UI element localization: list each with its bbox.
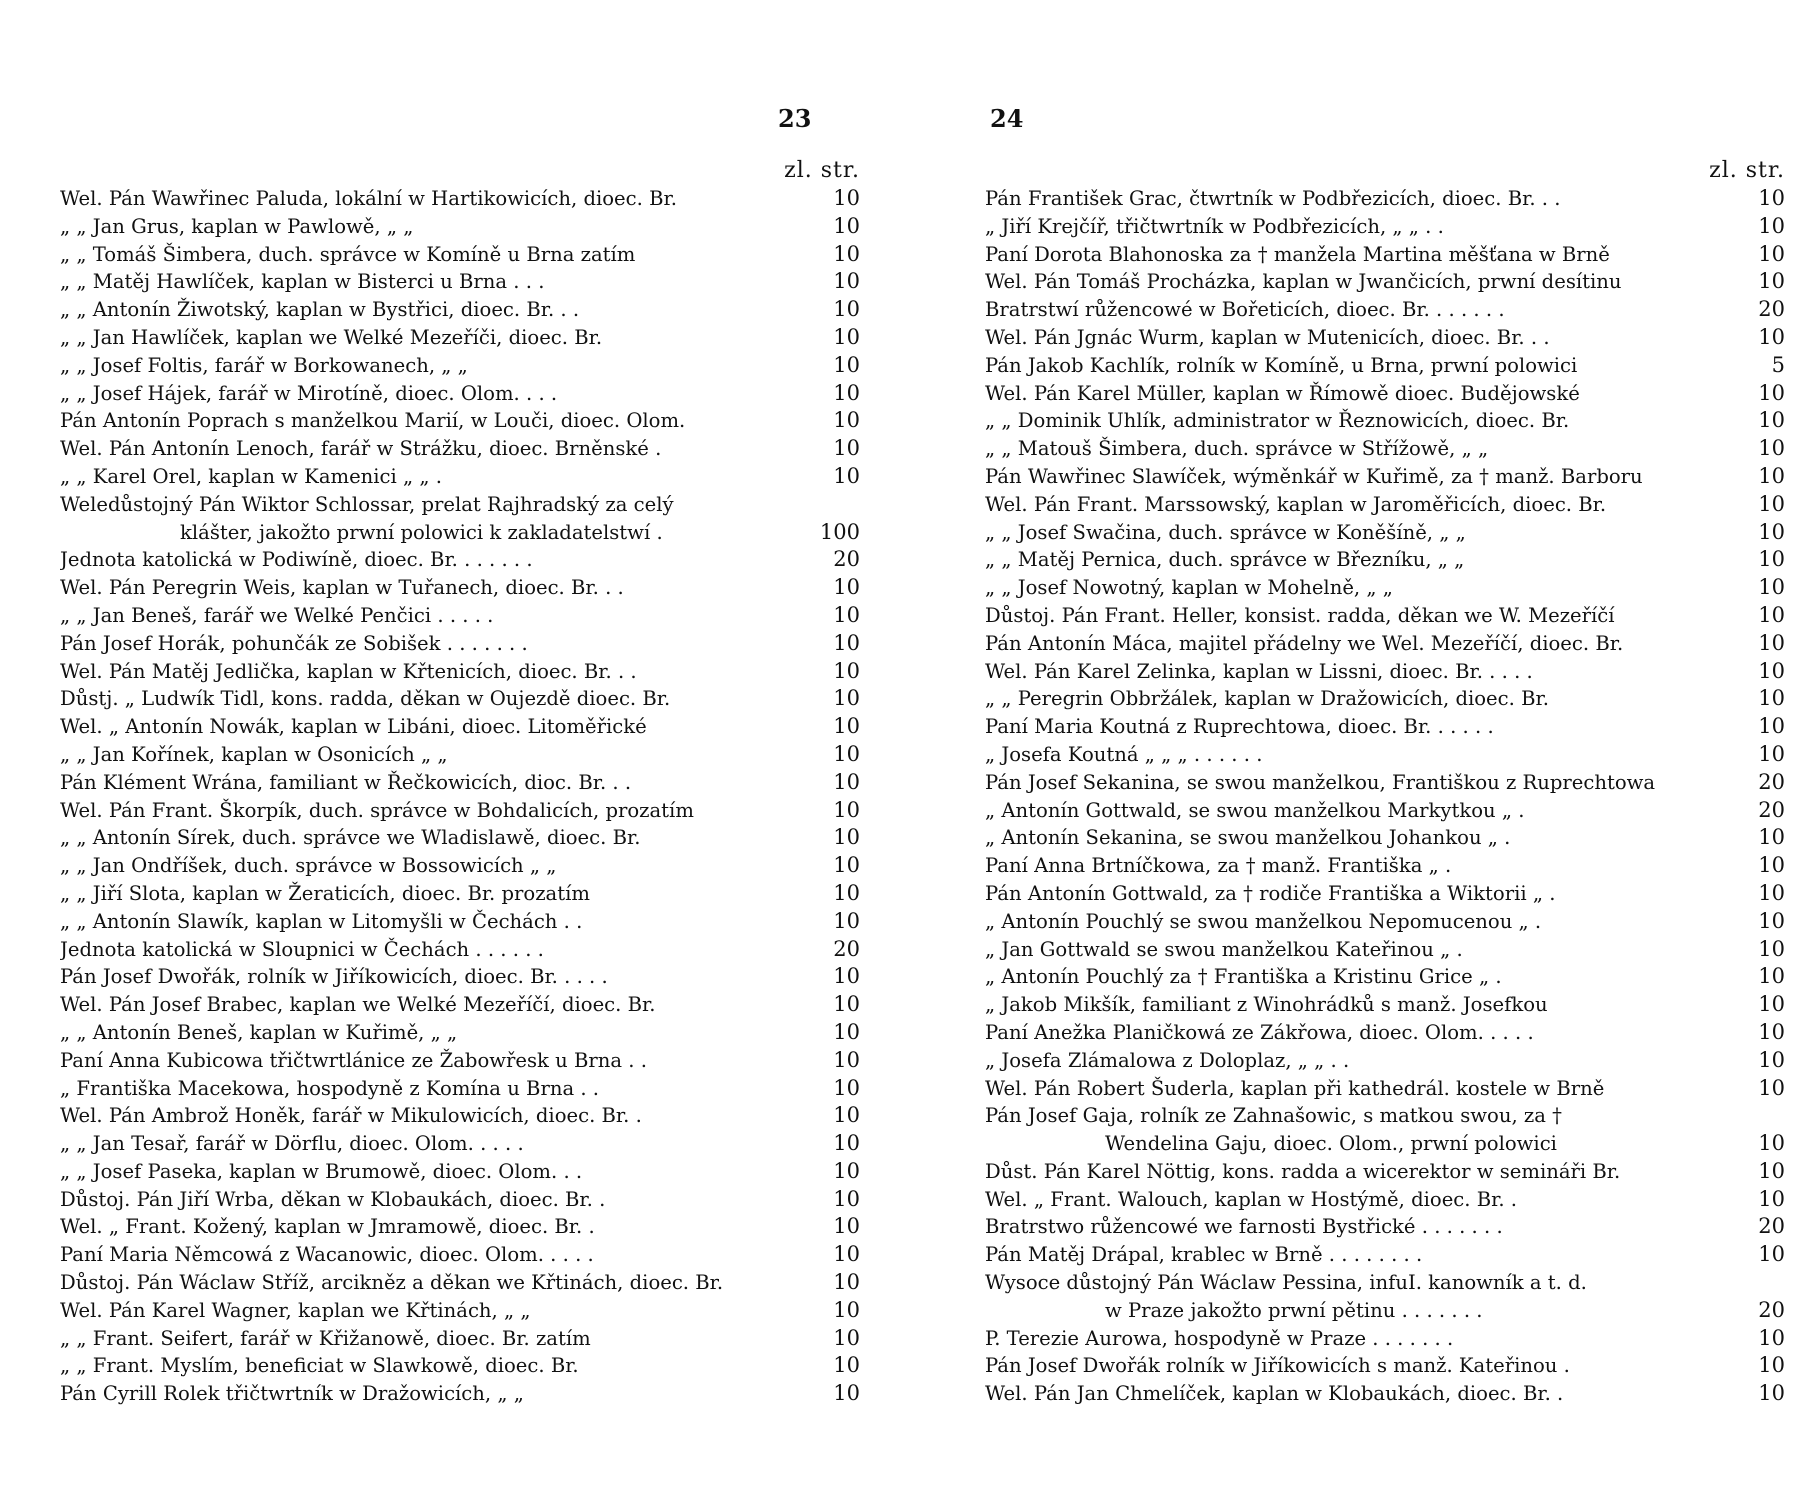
list-item <box>985 1130 1785 1158</box>
entry-amount: 10 <box>833 1131 860 1156</box>
entry-amount: 10 <box>1758 380 1785 405</box>
entry-amount: 20 <box>1758 1214 1785 1239</box>
list-item <box>985 352 1785 380</box>
entry-amount: 10 <box>833 575 860 600</box>
list-item <box>60 463 860 491</box>
entry-amount: 10 <box>833 324 860 349</box>
right-page <box>985 0 1785 1500</box>
list-item <box>985 268 1785 296</box>
entry-amount: 10 <box>1758 714 1785 739</box>
entry-text: „ Jiří Krejčíř, třičtwrtník w Podbřezicích, „ „ . . <box>985 214 1444 238</box>
entry-amount: 10 <box>1758 630 1785 655</box>
list-item <box>60 268 860 296</box>
page-number: 23 <box>778 104 812 133</box>
list-item <box>985 991 1785 1019</box>
list-item <box>60 685 860 713</box>
list-item <box>985 1075 1785 1103</box>
entry-text: Paní Maria Němcowá z Wacanowic, dioec. Olom. . . . . <box>60 1243 594 1267</box>
entry-text: Pán Cyrill Rolek třičtwrtník w Dražowicích, „ „ <box>60 1382 524 1406</box>
entry-amount: 10 <box>1758 1325 1785 1350</box>
entry-amount: 10 <box>833 992 860 1017</box>
entry-text: Wel. Pán Robert Šuderla, kaplan při kathedrál. kostele w Brně <box>985 1076 1605 1100</box>
entry-text: Jednota katolická w Sloupnici w Čechách . . . . . . <box>60 937 544 961</box>
entry-amount: 20 <box>1758 1297 1785 1322</box>
entry-text: Wel. Pán Peregrin Weis, kaplan w Tuřanech, dioec. Br. . . <box>60 576 624 600</box>
list-item <box>985 213 1785 241</box>
entry-text: „ Josefa Zlámalowa z Doloplaz, „ „ . . <box>985 1048 1350 1072</box>
list-item <box>60 546 860 574</box>
list-item <box>60 1269 860 1297</box>
list-item <box>60 1380 860 1408</box>
entry-text: Důstoj. Pán Frant. Heller, konsist. radda, děkan we W. Mezeříčí <box>985 603 1615 627</box>
entry-list <box>985 185 1785 1408</box>
entry-amount: 10 <box>1758 491 1785 516</box>
entry-text: Weledůstojný Pán Wiktor Schlossar, prelat Rajhradský za celý <box>60 492 674 516</box>
entry-amount: 10 <box>833 908 860 933</box>
entry-text: Wel. „ Frant. Kožený, kaplan w Jmramowě, dioec. Br. . <box>60 1215 595 1239</box>
entry-text: Pán František Grac, čtwrtník w Podbřezicích, dioec. Br. . . <box>985 187 1561 210</box>
list-item <box>985 1213 1785 1241</box>
entry-amount: 10 <box>833 269 860 294</box>
list-item <box>60 1130 860 1158</box>
entry-amount: 100 <box>819 519 860 544</box>
entry-text: „ „ Matěj Hawlíček, kaplan w Bisterci u Brna . . . <box>60 270 545 294</box>
entry-amount: 10 <box>1758 658 1785 683</box>
list-item <box>985 519 1785 547</box>
list-item <box>985 908 1785 936</box>
entry-amount: 10 <box>833 1353 860 1378</box>
list-item <box>60 1213 860 1241</box>
entry-text: „ „ Jan Grus, kaplan w Pawlowě, „ „ <box>60 214 414 238</box>
entry-text: Wel. Pán Josef Brabec, kaplan we Welké Mezeříčí, dioec. Br. <box>60 993 656 1017</box>
currency-header: zl. str. <box>784 158 860 183</box>
list-item <box>60 602 860 630</box>
entry-text: „ „ Tomáš Šimbera, duch. správce w Komíně u Brna zatím <box>60 242 636 266</box>
entry-amount: 10 <box>1758 992 1785 1017</box>
currency-header: zl. str. <box>1709 158 1785 183</box>
list-item <box>60 1241 860 1269</box>
entry-text: Pán Klément Wrána, familiant w Řečkowicích, dioc. Br. . . <box>60 770 632 794</box>
list-item <box>60 769 860 797</box>
entry-amount: 10 <box>1758 241 1785 266</box>
entry-amount: 10 <box>1758 269 1785 294</box>
entry-text: Pán Josef Gaja, rolník ze Zahnašowic, s matkou swou, za † <box>985 1104 1562 1128</box>
list-item <box>985 602 1785 630</box>
entry-amount: 10 <box>833 1047 860 1072</box>
entry-text: „ „ Antonín Žiwotský, kaplan w Bystřici, dioec. Br. . . <box>60 298 580 322</box>
entry-text: „ „ Jan Tesař, farář w Dörflu, dioec. Olom. . . . . <box>60 1132 524 1156</box>
entry-text: „ „ Karel Orel, kaplan w Kamenici „ „ . <box>60 464 443 488</box>
list-item <box>60 435 860 463</box>
entry-text: Wel. Pán Antonín Lenoch, farář w Strážku, dioec. Brněnské . <box>60 437 662 461</box>
entry-text: Pán Josef Dwořák rolník w Jiříkowicích s manž. Kateřinou . <box>985 1354 1570 1378</box>
entry-text: „ „ Antonín Beneš, kaplan w Kuřimě, „ „ <box>60 1020 458 1044</box>
list-item <box>985 658 1785 686</box>
entry-text: „ „ Antonín Sírek, duch. správce we Wladislawě, dioec. Br. <box>60 826 641 850</box>
entry-amount: 10 <box>833 408 860 433</box>
entry-text: Pán Jakob Kachlík, rolník w Komíně, u Brna, prwní polowici <box>985 353 1578 377</box>
entry-amount: 10 <box>1758 547 1785 572</box>
list-item <box>60 880 860 908</box>
entry-text: „ Jan Gottwald se swou manželkou Kateřinou „ . <box>985 937 1463 961</box>
entry-text: „ „ Dominik Uhlík, administrator w Řeznowicích, dioec. Br. <box>985 409 1570 433</box>
entry-text: Bratrstwo růžencowé we farnosti Bystřické . . . . . . . <box>985 1215 1503 1239</box>
entry-amount: 10 <box>833 1158 860 1183</box>
entry-amount: 10 <box>1758 1353 1785 1378</box>
list-item <box>60 1352 860 1380</box>
entry-text: „ „ Josef Swačina, duch. správce w Koněšíně, „ „ <box>985 520 1466 544</box>
entry-text: „ „ Matěj Pernica, duch. správce w Březníku, „ „ <box>985 548 1465 572</box>
entry-text: „ „ Jan Hawlíček, kaplan we Welké Mezeříči, dioec. Br. <box>60 325 603 349</box>
entry-text: Pán Josef Horák, pohunčák ze Sobišek . . . . . . . <box>60 631 528 655</box>
list-item <box>985 1325 1785 1353</box>
entry-text: „ „ Matouš Šimbera, duch. správce w Střížowě, „ „ <box>985 437 1489 461</box>
entry-amount: 10 <box>1758 1158 1785 1183</box>
entry-text: Wel. Pán Wawřinec Paluda, lokální w Hartikowicích, dioec. Br. <box>60 187 677 210</box>
list-item <box>985 880 1785 908</box>
list-item <box>985 380 1785 408</box>
list-item <box>60 1186 860 1214</box>
entry-amount: 10 <box>833 380 860 405</box>
entry-text: Wendelina Gaju, dioec. Olom., prwní polowici <box>1105 1132 1557 1156</box>
entry-text: Wel. „ Antonín Nowák, kaplan w Libáni, dioec. Litoměřické <box>60 715 647 739</box>
entry-amount: 10 <box>1758 741 1785 766</box>
list-item <box>60 352 860 380</box>
list-item <box>985 1297 1785 1325</box>
entry-amount: 10 <box>833 658 860 683</box>
list-item <box>60 824 860 852</box>
entry-amount: 10 <box>833 630 860 655</box>
entry-text: Paní Maria Koutná z Ruprechtowa, dioec. Br. . . . . . <box>985 715 1494 739</box>
entry-amount: 20 <box>1758 769 1785 794</box>
entry-text: Wel. Pán Karel Wagner, kaplan we Křtinách, „ „ <box>60 1298 531 1322</box>
entry-amount: 10 <box>833 964 860 989</box>
entry-amount: 10 <box>833 436 860 461</box>
entry-amount: 10 <box>833 1214 860 1239</box>
entry-amount: 20 <box>1758 797 1785 822</box>
entry-amount: 10 <box>833 797 860 822</box>
entry-amount: 10 <box>1758 213 1785 238</box>
entry-text: Důst. Pán Karel Nöttig, kons. radda a wicerektor w semináři Br. <box>985 1159 1621 1183</box>
entry-text: „ „ Frant. Seifert, farář w Křižanowě, dioec. Br. zatím <box>60 1326 591 1350</box>
list-item <box>985 435 1785 463</box>
list-item <box>985 797 1785 825</box>
entry-amount: 5 <box>1771 352 1785 377</box>
entry-amount: 10 <box>1758 1075 1785 1100</box>
entry-amount: 10 <box>833 880 860 905</box>
entry-text: Pán Antonín Gottwald, za † rodiče Františka a Wiktorii „ . <box>985 881 1556 905</box>
list-item <box>60 519 860 547</box>
entry-text: „ „ Peregrin Obbržálek, kaplan w Dražowicích, dioec. Br. <box>985 687 1549 711</box>
list-item <box>60 1297 860 1325</box>
list-item <box>985 1158 1785 1186</box>
entry-amount: 10 <box>833 297 860 322</box>
list-item <box>60 574 860 602</box>
list-item <box>60 407 860 435</box>
list-item <box>60 1047 860 1075</box>
list-item <box>985 491 1785 519</box>
entry-amount: 10 <box>1758 1131 1785 1156</box>
entry-amount: 10 <box>1758 1186 1785 1211</box>
entry-amount: 10 <box>833 1242 860 1267</box>
list-item <box>985 713 1785 741</box>
entry-text: Paní Anna Kubicowa třičtwrtlánice ze Žabowřesk u Brna . . <box>60 1048 647 1072</box>
list-item <box>985 324 1785 352</box>
list-item <box>60 963 860 991</box>
list-item <box>985 463 1785 491</box>
list-item <box>985 936 1785 964</box>
entry-text: Jednota katolická w Podiwíně, dioec. Br. . . . . . . <box>60 548 533 572</box>
list-item <box>985 241 1785 269</box>
entry-text: Wel. Pán Karel Müller, kaplan w Římowě dioec. Budějowské <box>985 381 1580 405</box>
list-item <box>60 1019 860 1047</box>
entry-text: Pán Wawřinec Slawíček, wýměnkář w Kuřimě, za † manž. Barboru <box>985 464 1643 488</box>
list-item <box>60 296 860 324</box>
entry-text: Wel. Pán Ambrož Honěk, farář w Mikulowicích, dioec. Br. . <box>60 1104 642 1128</box>
entry-text: P. Terezie Aurowa, hospodyně w Praze . . . . . . . <box>985 1326 1454 1350</box>
entry-text: „ Františka Macekowa, hospodyně z Komína u Brna . . <box>60 1076 600 1100</box>
list-item <box>985 574 1785 602</box>
entry-text: w Praze jakožto prwní pětinu . . . . . . . <box>1105 1298 1483 1322</box>
list-item <box>985 741 1785 769</box>
list-item <box>60 380 860 408</box>
entry-amount: 10 <box>1758 519 1785 544</box>
entry-amount: 10 <box>833 241 860 266</box>
entry-text: Pán Josef Dwořák, rolník w Jiříkowicích, dioec. Br. . . . . <box>60 965 608 989</box>
entry-amount: 10 <box>833 186 860 210</box>
entry-text: „ Antonín Gottwald, se swou manželkou Markytkou „ . <box>985 798 1525 822</box>
entry-text: Důstoj. Pán Wáclaw Stříž, arcikněz a děkan we Křtinách, dioec. Br. <box>60 1271 724 1295</box>
entry-amount: 10 <box>1758 825 1785 850</box>
entry-amount: 10 <box>1758 1242 1785 1267</box>
entry-text: Wel. „ Frant. Walouch, kaplan w Hostýmě, dioec. Br. . <box>985 1187 1518 1211</box>
entry-text: Wel. Pán Jan Chmelíček, kaplan w Klobaukách, dioec. Br. . <box>985 1382 1564 1406</box>
list-item <box>985 1186 1785 1214</box>
list-item <box>985 1102 1785 1130</box>
entry-amount: 10 <box>1758 936 1785 961</box>
entry-amount: 10 <box>1758 853 1785 878</box>
entry-text: Důstj. „ Ludwík Tidl, kons. radda, děkan w Oujezdě dioec. Br. <box>60 687 671 711</box>
list-item <box>985 1241 1785 1269</box>
entry-amount: 10 <box>833 1075 860 1100</box>
entry-text: „ „ Josef Nowotný, kaplan w Mohelně, „ „ <box>985 576 1393 600</box>
entry-amount: 10 <box>833 602 860 627</box>
list-item <box>985 1352 1785 1380</box>
entry-text: „ „ Josef Paseka, kaplan w Brumowě, dioec. Olom. . . <box>60 1159 583 1183</box>
entry-amount: 10 <box>833 825 860 850</box>
entry-amount: 10 <box>833 1381 860 1406</box>
entry-amount: 10 <box>1758 463 1785 488</box>
entry-amount: 10 <box>1758 324 1785 349</box>
entry-amount: 10 <box>833 1297 860 1322</box>
entry-text: „ „ Jan Kořínek, kaplan w Osonicích „ „ <box>60 742 448 766</box>
entry-text: Pán Josef Sekanina, se swou manželkou, Františkou z Ruprechtowa <box>985 770 1656 794</box>
entry-amount: 10 <box>833 213 860 238</box>
list-item <box>60 658 860 686</box>
list-item <box>60 1075 860 1103</box>
list-item <box>985 963 1785 991</box>
entry-text: Pán Antonín Máca, majitel přádelny we Wel. Mezeříčí, dioec. Br. <box>985 631 1624 655</box>
entry-amount: 10 <box>833 741 860 766</box>
entry-text: Wel. Pán Frant. Škorpík, duch. správce w Bohdalicích, prozatím <box>60 798 694 822</box>
list-item <box>60 324 860 352</box>
entry-amount: 20 <box>1758 297 1785 322</box>
list-item <box>985 824 1785 852</box>
entry-text: Paní Dorota Blahonoska za † manžela Martina měšťana w Brně <box>985 242 1610 266</box>
list-item <box>60 185 860 213</box>
list-item <box>60 991 860 1019</box>
entry-text: Pán Matěj Drápal, krablec w Brně . . . . . . . . <box>985 1243 1423 1267</box>
entry-amount: 10 <box>833 1019 860 1044</box>
entry-text: „ „ Jan Beneš, farář we Welké Penčici . . . . . <box>60 603 494 627</box>
entry-text: „ „ Antonín Slawík, kaplan w Litomyšli w Čechách . . <box>60 909 583 933</box>
entry-text: Wel. Pán Frant. Marssowský, kaplan w Jaroměřicích, dioec. Br. <box>985 492 1607 516</box>
entry-amount: 10 <box>833 714 860 739</box>
list-item <box>985 546 1785 574</box>
entry-text: Wel. Pán Matěj Jedlička, kaplan w Křtenicích, dioec. Br. . . <box>60 659 637 683</box>
entry-amount: 10 <box>1758 575 1785 600</box>
page-number: 24 <box>990 104 1024 133</box>
list-item <box>985 296 1785 324</box>
list-item <box>60 1325 860 1353</box>
entry-amount: 10 <box>833 1103 860 1128</box>
entry-text: Wel. Pán Jgnác Wurm, kaplan w Mutenicích, dioec. Br. . . <box>985 325 1550 349</box>
list-item <box>985 185 1785 213</box>
entry-amount: 10 <box>1758 908 1785 933</box>
entry-text: Paní Anežka Planičkowá ze Zákřowa, dioec. Olom. . . . . <box>985 1020 1534 1044</box>
list-item <box>985 852 1785 880</box>
list-item <box>60 797 860 825</box>
entry-amount: 10 <box>1758 436 1785 461</box>
entry-text: „ Antonín Sekanina, se swou manželkou Johankou „ . <box>985 826 1511 850</box>
entry-amount: 10 <box>1758 880 1785 905</box>
list-item <box>985 769 1785 797</box>
list-item <box>985 407 1785 435</box>
list-item <box>60 241 860 269</box>
entry-amount: 10 <box>833 1270 860 1295</box>
entry-text: „ Jakob Mikšík, familiant z Winohrádků s manž. Josefkou <box>985 993 1548 1017</box>
entry-amount: 10 <box>1758 602 1785 627</box>
list-item <box>985 1047 1785 1075</box>
entry-amount: 20 <box>833 547 860 572</box>
list-item <box>60 1102 860 1130</box>
entry-amount: 10 <box>1758 1019 1785 1044</box>
list-item <box>60 908 860 936</box>
entry-text: Pán Antonín Poprach s manželkou Marií, w Louči, dioec. Olom. <box>60 409 686 433</box>
entry-amount: 10 <box>833 1325 860 1350</box>
entry-amount: 10 <box>833 352 860 377</box>
list-item <box>60 936 860 964</box>
list-item <box>985 1269 1785 1297</box>
left-page <box>60 0 860 1500</box>
list-item <box>60 852 860 880</box>
entry-text: „ „ Josef Hájek, farář w Mirotíně, dioec. Olom. . . . <box>60 381 558 405</box>
entry-amount: 10 <box>1758 964 1785 989</box>
entry-text: Wysoce důstojný Pán Wáclaw Pessina, infuI. kanowník a t. d. <box>985 1271 1587 1295</box>
entry-text: „ Antonín Pouchlý za † Františka a Kristinu Grice „ . <box>985 965 1502 989</box>
entry-text: Wel. Pán Karel Zelinka, kaplan w Lissni, dioec. Br. . . . . <box>985 659 1533 683</box>
entry-text: „ „ Jiří Slota, kaplan w Žeraticích, dioec. Br. prozatím <box>60 881 590 905</box>
entry-amount: 10 <box>833 463 860 488</box>
entry-text: „ Josefa Koutná „ „ „ . . . . . . <box>985 742 1263 766</box>
entry-amount: 10 <box>833 686 860 711</box>
list-item <box>60 713 860 741</box>
entry-amount: 10 <box>833 769 860 794</box>
entry-list <box>60 185 860 1408</box>
list-item <box>985 630 1785 658</box>
entry-text: „ Antonín Pouchlý se swou manželkou Nepomucenou „ . <box>985 909 1542 933</box>
list-item <box>60 1158 860 1186</box>
list-item <box>985 1019 1785 1047</box>
entry-text: Wel. Pán Tomáš Procházka, kaplan w Jwančicích, prwní desítinu <box>985 270 1622 294</box>
entry-text: Bratrstwí růžencowé w Bořeticích, dioec. Br. . . . . . . <box>985 298 1505 322</box>
entry-text: „ „ Jan Ondříšek, duch. správce w Bossowicích „ „ <box>60 854 557 878</box>
entry-text: Důstoj. Pán Jiří Wrba, děkan w Klobaukách, dioec. Br. . <box>60 1187 606 1211</box>
list-item <box>985 685 1785 713</box>
entry-text: Paní Anna Brtníčkowa, za † manž. Františka „ . <box>985 854 1452 878</box>
list-item <box>60 491 860 519</box>
list-item <box>60 213 860 241</box>
entry-text: „ „ Josef Foltis, farář w Borkowanech, „ „ <box>60 353 468 377</box>
entry-amount: 10 <box>1758 186 1785 210</box>
entry-text: „ „ Frant. Myslím, beneficiat w Slawkowě, dioec. Br. <box>60 1354 579 1378</box>
entry-amount: 10 <box>1758 1381 1785 1406</box>
entry-amount: 10 <box>833 1186 860 1211</box>
entry-amount: 10 <box>1758 686 1785 711</box>
list-item <box>60 741 860 769</box>
list-item <box>985 1380 1785 1408</box>
entry-amount: 20 <box>833 936 860 961</box>
entry-amount: 10 <box>1758 1047 1785 1072</box>
entry-amount: 10 <box>1758 408 1785 433</box>
entry-amount: 10 <box>833 853 860 878</box>
list-item <box>60 630 860 658</box>
entry-text: klášter, jakožto prwní polowici k zakladatelstwí . <box>180 520 663 544</box>
